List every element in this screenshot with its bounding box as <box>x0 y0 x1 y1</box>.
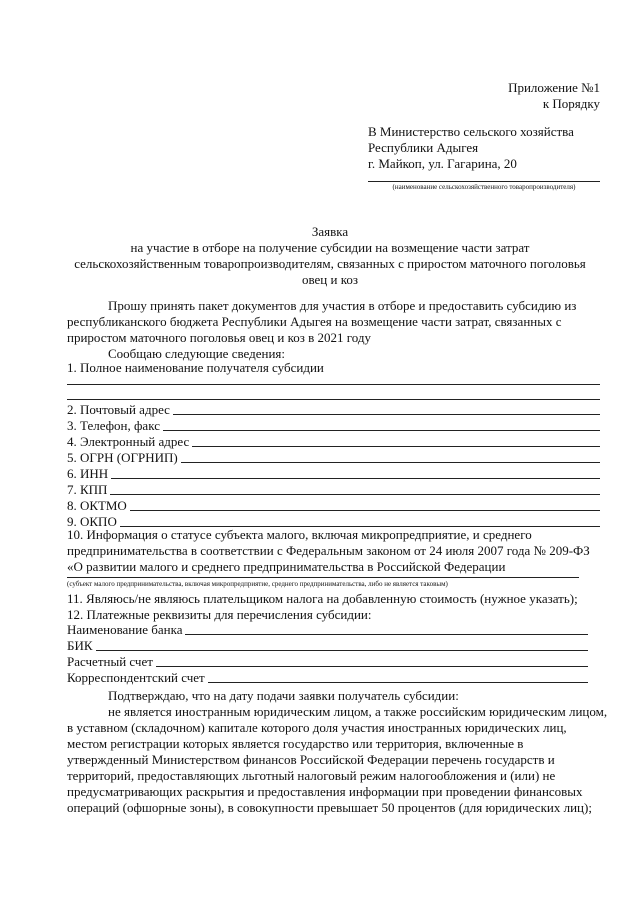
postal-address-label: 2. Почтовый адрес <box>67 402 170 417</box>
field-full-name-label: 1. Полное наименование получателя субсидии <box>67 360 324 375</box>
field-corr-account[interactable] <box>67 670 588 686</box>
title-line4: овец и коз <box>301 272 359 287</box>
inn-line[interactable] <box>111 478 600 479</box>
phone-fax-line[interactable] <box>163 430 600 431</box>
addressee-address: г. Майкоп, ул. Гагарина, 20 <box>368 156 517 171</box>
field-ogrn[interactable] <box>67 450 600 466</box>
field-account[interactable] <box>67 654 588 670</box>
postal-address-line[interactable] <box>173 414 600 415</box>
confirm-line2: не является иностранным юридическим лицом, а также российским юридическим лицом, <box>108 704 608 719</box>
intro-line1: Прошу принять пакет документов для участия в отборе и предоставить субсидию из <box>108 298 577 313</box>
payment-details-label: 12. Платежные реквизиты для перечисления субсидии: <box>67 607 372 622</box>
corr-account-label: Корреспондентский счет <box>67 670 205 685</box>
sme-status-caption: (субъект малого предпринимательства, включая микропредприятие, среднего предпринимательства, либо не является таковым) <box>67 580 448 588</box>
field-phone-fax[interactable] <box>67 418 600 434</box>
account-label: Расчетный счет <box>67 654 153 669</box>
email-line[interactable] <box>192 446 600 447</box>
appendix-reference: к Порядку <box>542 96 600 111</box>
confirm-intro: Подтверждаю, что на дату подачи заявки получатель субсидии: <box>108 688 459 703</box>
intro-line4: Сообщаю следующие сведения: <box>108 346 286 361</box>
bik-label: БИК <box>67 638 93 653</box>
sme-status-line1: 10. Информация о статусе субъекта малого, включая микропредприятие, и среднего <box>67 527 532 542</box>
confirm-line7: предусматривающих раскрытия и предоставления информации при проведении финансовых <box>67 784 583 799</box>
field-bik[interactable] <box>67 638 588 654</box>
confirm-line8: операций (офшорные зоны), в совокупности превышает 50 процентов (для юридических лиц); <box>67 800 592 815</box>
intro-line3: приростом маточного поголовья овец и коз в 2021 году <box>67 330 371 345</box>
confirm-line5: утвержденный Министерством финансов Российской Федерации перечень государств и <box>67 752 555 767</box>
vat-status: 11. Являюсь/не являюсь плательщиком налога на добавленную стоимость (нужное указать); <box>67 591 578 606</box>
field-postal-address[interactable] <box>67 402 600 418</box>
corr-account-line[interactable] <box>208 682 588 683</box>
confirm-line3: в уставном (складочном) капитале которого доля участия иностранных юридических лиц, <box>67 720 567 735</box>
sme-status-line[interactable] <box>67 577 579 578</box>
kpp-line[interactable] <box>110 494 600 495</box>
full-name-line-1[interactable] <box>67 384 600 385</box>
okpo-label: 9. ОКПО <box>67 514 117 529</box>
addressee-republic: Республики Адыгея <box>368 140 479 155</box>
oktmo-label: 8. ОКТМО <box>67 498 127 513</box>
producer-caption: (наименование сельскохозяйственного товаропроизводителя) <box>392 183 576 191</box>
phone-fax-label: 3. Телефон, факс <box>67 418 160 433</box>
title-zayavka: Заявка <box>311 224 349 239</box>
intro-line2: республиканского бюджета Республики Адыгея на возмещение части затрат, связанных с <box>67 314 562 329</box>
bank-name-line[interactable] <box>185 634 588 635</box>
sme-status-line3: «О развитии малого и среднего предпринимательства в Российской Федерации <box>67 559 506 574</box>
confirm-line6: территорий, предоставляющих льготный налоговый режим налогообложения и (или) не <box>67 768 556 783</box>
ogrn-label: 5. ОГРН (ОГРНИП) <box>67 450 178 465</box>
appendix-number: Приложение №1 <box>508 80 600 95</box>
ogrn-line[interactable] <box>181 462 600 463</box>
kpp-label: 7. КПП <box>67 482 108 497</box>
email-label: 4. Электронный адрес <box>67 434 190 449</box>
field-oktmo[interactable] <box>67 498 600 514</box>
full-name-line-2[interactable] <box>67 399 600 400</box>
title-line2: на участие в отборе на получение субсидии на возмещение части затрат <box>130 240 530 255</box>
bank-name-label: Наименование банка <box>67 622 183 637</box>
confirm-line4: местом регистрации которых является государство или территория, включенные в <box>67 736 524 751</box>
field-inn[interactable] <box>67 466 600 482</box>
bik-line[interactable] <box>96 650 588 651</box>
account-line[interactable] <box>156 666 588 667</box>
sme-status-line2: предпринимательства в соответствии с Федеральным законом от 24 июля 2007 года № 209-ФЗ <box>67 543 590 558</box>
field-email[interactable] <box>67 434 600 450</box>
field-bank-name[interactable] <box>67 622 588 638</box>
producer-name-line <box>368 181 600 182</box>
title-line3: сельскохозяйственным товаропроизводителям, связанных с приростом маточного поголовья <box>74 256 586 271</box>
inn-label: 6. ИНН <box>67 466 109 481</box>
addressee-ministry: В Министерство сельского хозяйства <box>368 124 574 139</box>
oktmo-line[interactable] <box>130 510 600 511</box>
field-kpp[interactable] <box>67 482 600 498</box>
